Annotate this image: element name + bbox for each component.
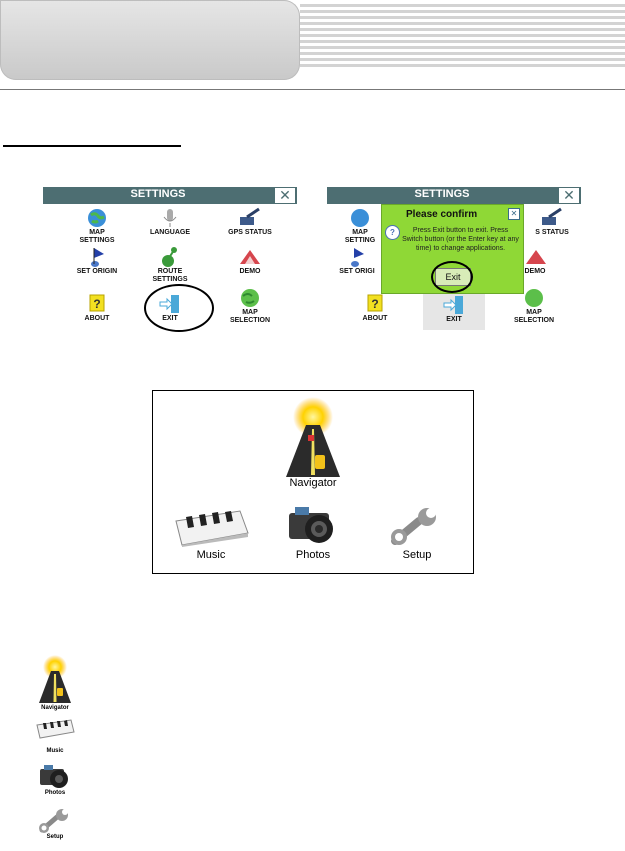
menu-item-label: Photos xyxy=(295,549,331,561)
svg-text:?: ? xyxy=(371,297,379,311)
legend-label: Music xyxy=(46,748,64,754)
settings-item-label: EXIT xyxy=(446,316,462,323)
settings-item-label: S STATUS xyxy=(535,229,569,236)
settings-item-map-settings[interactable] xyxy=(335,207,385,245)
flag-icon xyxy=(84,246,110,268)
settings-item-map-selection[interactable] xyxy=(208,287,292,325)
settings-item-map-settings[interactable] xyxy=(55,207,139,245)
navigator-road-icon xyxy=(37,655,73,705)
main-menu xyxy=(152,390,474,574)
menu-item-setup[interactable] xyxy=(371,507,463,561)
settings-item-label: SET ORIGIN xyxy=(76,268,118,275)
header-stripes xyxy=(300,4,625,70)
settings-item-label: GPS STATUS xyxy=(228,229,272,236)
section-heading-underline xyxy=(3,145,181,147)
demo-icon xyxy=(237,246,263,268)
settings-item-label: ABOUT xyxy=(84,315,110,322)
highlight-circle xyxy=(431,261,473,293)
legend-label: Photos xyxy=(44,790,66,796)
piano-keys-icon xyxy=(35,718,75,740)
settings-item-label: ROUTE SETTINGS xyxy=(152,268,188,283)
settings-item-label: MAP SETTINGS xyxy=(79,229,115,244)
settings-item-language[interactable] xyxy=(128,207,212,237)
settings-item-label: MAP SELECTION xyxy=(513,309,555,324)
flag-icon xyxy=(344,246,370,268)
menu-item-label: Music xyxy=(196,549,226,561)
settings-item-demo[interactable] xyxy=(523,246,547,276)
confirm-dialog-title: Please confirm xyxy=(406,209,478,220)
svg-text:?: ? xyxy=(93,297,101,311)
globe-select-icon xyxy=(237,287,263,309)
exit-button[interactable]: Exit xyxy=(435,268,471,286)
camera-icon xyxy=(38,762,72,790)
highlight-circle xyxy=(144,284,214,332)
legend-item-setup xyxy=(35,808,75,840)
legend-item-photos xyxy=(35,762,75,796)
navigator-road-icon xyxy=(282,397,344,477)
menu-item-label: Navigator xyxy=(289,477,337,489)
settings-screen-confirm xyxy=(327,187,581,329)
menu-item-label: Setup xyxy=(402,549,432,561)
globe-select-icon xyxy=(521,287,547,309)
settings-item-exit[interactable] xyxy=(423,294,485,330)
microphone-icon xyxy=(157,207,183,229)
settings-item-label: ABOUT xyxy=(362,315,388,322)
question-icon xyxy=(362,293,388,315)
settings-item-label: DEMO xyxy=(524,268,546,275)
wrench-icon xyxy=(38,808,72,834)
settings-item-about[interactable] xyxy=(335,293,415,323)
settings-item-gps-status[interactable] xyxy=(208,207,292,237)
settings-title-bar xyxy=(43,187,297,204)
menu-item-photos[interactable] xyxy=(267,501,359,561)
route-icon xyxy=(157,246,183,268)
settings-item-gps-status[interactable] xyxy=(523,207,581,237)
settings-item-label: EXIT xyxy=(162,315,178,322)
settings-item-label: SET ORIGI xyxy=(339,268,375,275)
legend-item-navigator xyxy=(35,655,75,711)
settings-item-demo[interactable] xyxy=(208,246,292,276)
legend-label: Navigator xyxy=(41,705,69,711)
legend-label: Setup xyxy=(46,834,64,840)
close-button[interactable]: ✕ xyxy=(559,188,579,203)
menu-item-music[interactable] xyxy=(163,503,259,561)
piano-keys-icon xyxy=(172,507,250,547)
satellite-icon xyxy=(539,207,565,229)
settings-item-route-settings[interactable] xyxy=(128,246,212,284)
dialog-close-button[interactable]: ✕ xyxy=(508,208,520,220)
globe-icon xyxy=(347,207,373,229)
wrench-icon xyxy=(389,507,445,547)
satellite-icon xyxy=(237,207,263,229)
demo-icon xyxy=(523,246,549,268)
camera-icon xyxy=(285,501,341,547)
header-rule xyxy=(0,89,625,90)
settings-title: SETTINGS xyxy=(130,188,186,200)
settings-item-set-origin[interactable] xyxy=(329,246,385,276)
settings-title-bar xyxy=(327,187,581,204)
globe-icon xyxy=(84,207,110,229)
question-icon xyxy=(84,293,110,315)
close-button[interactable]: ✕ xyxy=(275,188,295,203)
settings-item-label: MAP SELECTION xyxy=(229,309,271,324)
confirm-dialog-message: Press Exit button to exit. Press Switch button (or the Enter key at any time) to change applications. xyxy=(402,227,519,252)
header-block xyxy=(0,0,300,80)
settings-item-label: MAP SETTING xyxy=(344,229,376,244)
legend-item-music xyxy=(35,718,75,754)
settings-screen xyxy=(43,187,297,329)
settings-item-label: DEMO xyxy=(239,268,261,275)
settings-item-set-origin[interactable] xyxy=(55,246,139,276)
settings-item-about[interactable] xyxy=(55,293,139,323)
menu-item-navigator[interactable] xyxy=(270,397,356,489)
settings-item-label: LANGUAGE xyxy=(149,229,191,236)
question-icon: ? xyxy=(385,225,400,240)
settings-title: SETTINGS xyxy=(414,188,470,200)
exit-door-icon xyxy=(441,294,467,316)
